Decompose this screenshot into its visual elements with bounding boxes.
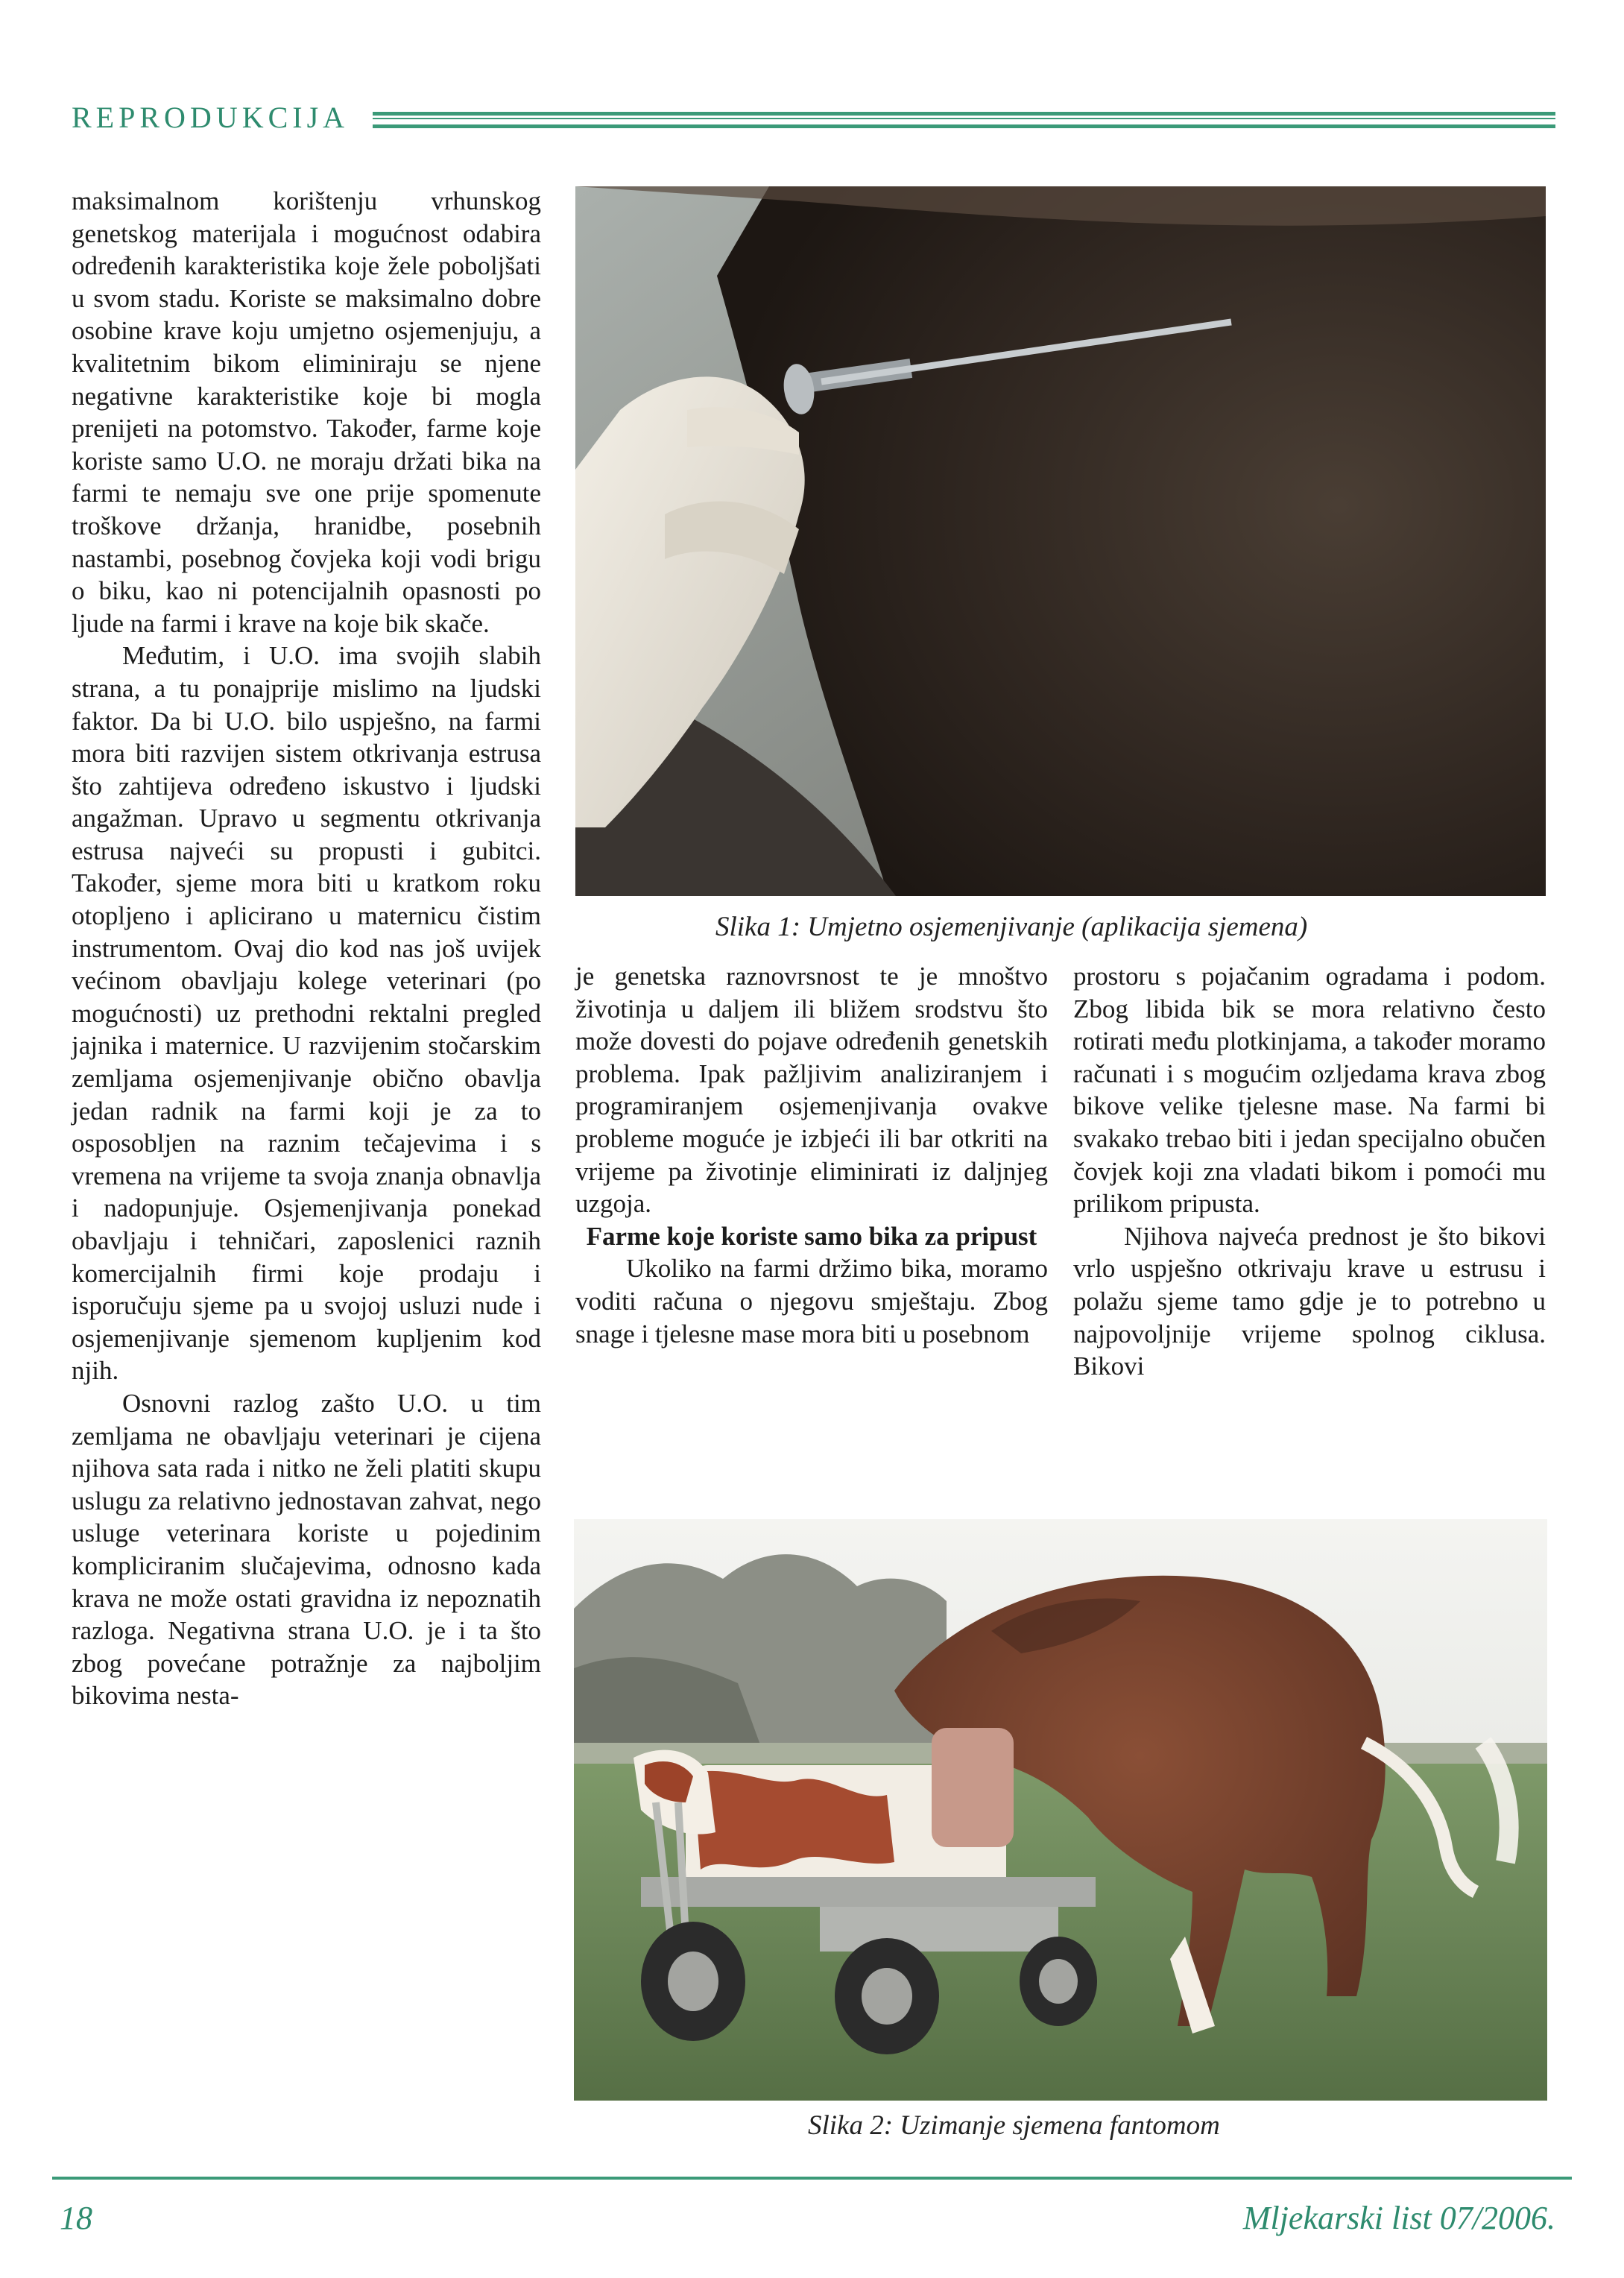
figure-1-photo xyxy=(575,186,1546,896)
text-column-2 xyxy=(575,960,1048,1350)
paragraph: Njihova najveća prednost je što bikovi vrlo uspješno otkrivaju krave u estrusu i polažu sjeme tamo gdje je to potrebno u najpovoljnije vrijeme spolnog ciklusa. Bikovi xyxy=(1073,1221,1546,1381)
footer-rule xyxy=(52,2177,1572,2180)
bull-phantom-photo-image xyxy=(574,1519,1547,2101)
text-column-1 xyxy=(72,185,541,1712)
paragraph: je genetska raznovrsnost te je mnoštvo životinja u daljem ili bližem srodstvu što može dovesti do pojave određenih genetskih problema. Ipak pažljivim analiziranjem i programiranjem osjemenjivanja ovakve probleme moguće je izbjeći ili bar otkriti na vrijeme pa životinje eliminirati iz daljnjeg uzgoja. xyxy=(575,962,1048,1219)
header-rule xyxy=(373,112,1555,128)
section-heading: Farme koje koriste samo bika za pripust xyxy=(586,1221,1037,1251)
page-number: 18 xyxy=(60,2200,92,2236)
paragraph: maksimalnom korištenju vrhunskog genetskog materijala i mogućnost odabira određenih karakteristika koje žele poboljšati u svom stadu. Koriste se maksimalno dobre osobine krave koju umjetno osjemenjuju, a kvalitetnim bikom eliminiraju se njene negativne karakteristike koje bi mogla prenijeti na potomstvo. Također, farme koje koriste samo U.O. ne moraju držati bika na farmi te nemaju sve one prije spomenute troškove držanja, hranidbe, posebnih nastambi, posebnog čovjeka koji vodi brigu o biku, kao ni potencijalnih opasnosti po ljude na farmi i krave na koje bik skače. xyxy=(72,186,541,638)
paragraph: Ukoliko na farmi držimo bika, moramo voditi računa o njegovu smještaju. Zbog snage i tjelesne mase mora biti u posebnom xyxy=(575,1254,1048,1348)
paragraph: Osnovni razlog zašto U.O. u tim zemljama ne obavljaju veterinari je cijena njihova sata rada i nitko ne želi platiti skupu uslugu za relativno jednostavan zahvat, nego usluge veterinara koriste u pojedinim kompliciranim slučajevima, odnosno kada krava ne može ostati gravidna iz nepoznatih razloga. Negativna strana U.O. je i ta što zbog povećane potražnje za najboljim bikovima nesta- xyxy=(72,1388,541,1711)
publication-title: Mljekarski list 07/2006. xyxy=(1242,2200,1555,2236)
text-column-3 xyxy=(1073,960,1546,1383)
figure-2-photo xyxy=(574,1519,1547,2101)
figure-2-caption: Slika 2: Uzimanje sjemena fantomom xyxy=(808,2110,1220,2141)
insemination-photo-image xyxy=(575,186,1546,896)
paragraph: Međutim, i U.O. ima svojih slabih strana, a tu ponajprije mislimo na ljudski faktor. Da bi U.O. bilo uspješno, na farmi mora biti razvijen sistem otkrivanja estrusa što zahtijeva određeno iskustvo i ljudski angažman. Upravo u segmentu otkrivanja estrusa najveći su propusti i gubitci. Također, sjeme mora biti u kratkom roku otopljeno i aplicirano u maternicu čistim instrumentom. Ovaj dio kod nas još uvijek većinom obavljaju kolege veterinari (po mogućnosti) uz prethodni rektalni pregled jajnika i maternice. U razvijenim stočarskim zemljama osjemenjivanje obično obavlja jedan radnik na farmi koji je za to osposobljen na raznim tečajevima i s vremena na vrijeme ta svoja znanja obnavlja i nadopunjuje. Osjemenjivanja ponekad obavljaju i tehničari, zaposlenici raznih komercijalnih firmi koje prodaju i isporučuju sjeme pa u svojoj usluzi nude i osjemenjivanje sjemenom kupljenim kod njih. xyxy=(72,641,541,1386)
paragraph: prostoru s pojačanim ogradama i podom. Zbog libida bik se mora relativno često rotirati među plotkinjama, a također moramo računati i s mogućim ozljedama krava zbog bikove velike tjelesne mase. Na farmi bi svakako trebao biti i jedan specijalno obučen čovjek koji zna vladati bikom i pomoći mu prilikom pripusta. xyxy=(1073,962,1546,1219)
figure-1-caption: Slika 1: Umjetno osjemenjivanje (aplikacija sjemena) xyxy=(715,912,1308,942)
section-label: REPRODUKCIJA xyxy=(72,101,350,134)
